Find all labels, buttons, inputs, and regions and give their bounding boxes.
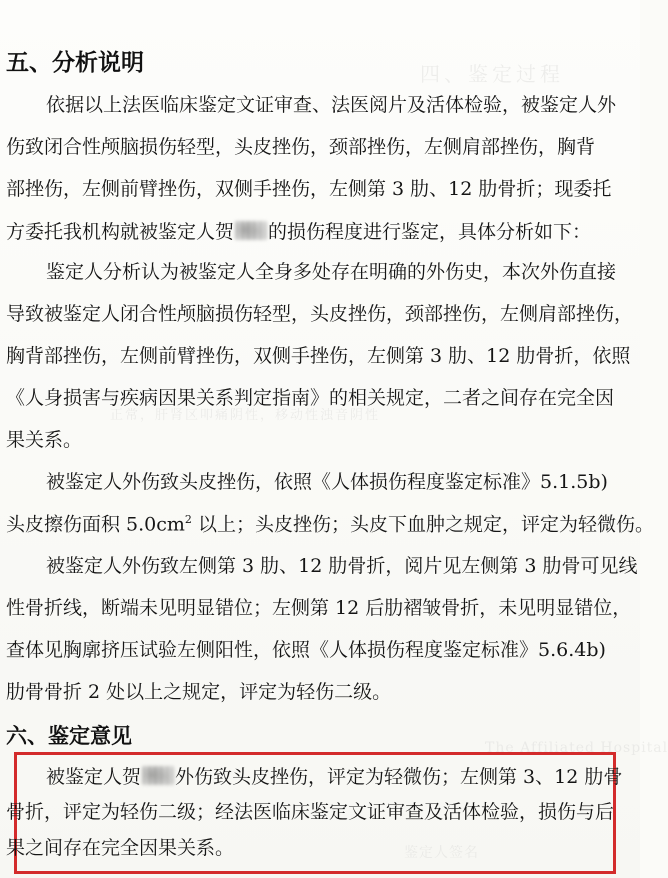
- text-span: 头皮擦伤面积 5.0cm: [6, 513, 185, 536]
- paragraph-line: 性骨折线，断端未见明显错位；左侧第 12 后肋褶皱骨折，未见明显错位，: [6, 597, 632, 619]
- text-span: 以上；头皮挫伤；头皮下血肿之规定，评定为轻微伤。: [191, 513, 654, 536]
- redaction-blur: [142, 766, 174, 785]
- bleed-through-text: 四、鉴定过程: [420, 62, 564, 86]
- paragraph-line: 肋骨骨折 2 处以上之规定，评定为轻伤二级。: [6, 681, 392, 703]
- bleed-through-text: 鉴定人签名: [404, 845, 479, 861]
- superscript: 2: [184, 513, 192, 526]
- bleed-through-text: The Affiliated Hospital: [485, 740, 668, 756]
- paragraph-line: 查体见胸廓挤压试验左侧阳性，依照《人体损伤程度鉴定标准》5.6.4b): [6, 639, 606, 661]
- paragraph-line: [6, 514, 654, 536]
- paragraph-line: 胸背部挫伤，左侧前臂挫伤，双侧手挫伤，左侧第 3 肋、12 肋骨折，依照: [6, 345, 631, 367]
- redaction-blur: [235, 221, 267, 240]
- opinion-line: 骨折，评定为轻伤二级；经法医临床鉴定文证审查及活体检验，损伤与后: [6, 801, 615, 823]
- section-5-heading: 五、分析说明: [6, 50, 144, 76]
- paragraph-line: 《人身损害与疾病因果关系判定指南》的相关规定，二者之间存在完全因: [6, 387, 615, 409]
- opinion-line: 果之间存在完全因果关系。: [6, 837, 235, 859]
- text-span: 外伤致头皮挫伤，评定为轻微伤；左侧第 3、12 肋骨: [175, 766, 623, 788]
- text-span: 方委托我机构就被鉴定人贺: [6, 221, 235, 243]
- section-6-heading: 六、鉴定意见: [6, 724, 132, 748]
- paragraph-line: 果关系。: [6, 429, 83, 451]
- paragraph-line: 被鉴定人外伤致头皮挫伤，依照《人体损伤程度鉴定标准》5.1.5b): [46, 471, 608, 493]
- bleed-through-text: 正常，肝肾区叩痛阴性，移动性浊音阴性: [110, 408, 381, 423]
- paragraph-line: 部挫伤，左侧前臂挫伤，双侧手挫伤，左侧第 3 肋、12 肋骨折；现委托: [6, 178, 612, 200]
- paragraph-line: 被鉴定人外伤致左侧第 3 肋、12 肋骨折，阅片见左侧第 3 肋骨可见线: [46, 555, 638, 577]
- opinion-line: [46, 766, 622, 789]
- paragraph-line: 导致被鉴定人闭合性颅脑损伤轻型，头皮挫伤，颈部挫伤，左侧肩部挫伤，: [6, 303, 634, 325]
- paragraph-line: [6, 221, 591, 244]
- text-span: 的损伤程度进行鉴定，具体分析如下：: [268, 221, 592, 243]
- paragraph-line: 伤致闭合性颅脑损伤轻型，头皮挫伤，颈部挫伤，左侧肩部挫伤，胸背: [6, 136, 596, 158]
- text-span: 被鉴定人贺: [46, 766, 142, 788]
- paragraph-line: 依据以上法医临床鉴定文证审查、法医阅片及活体检验，被鉴定人外: [46, 94, 617, 116]
- paragraph-line: 鉴定人分析认为被鉴定人全身多处存在明确的外伤史，本次外伤直接: [46, 261, 617, 283]
